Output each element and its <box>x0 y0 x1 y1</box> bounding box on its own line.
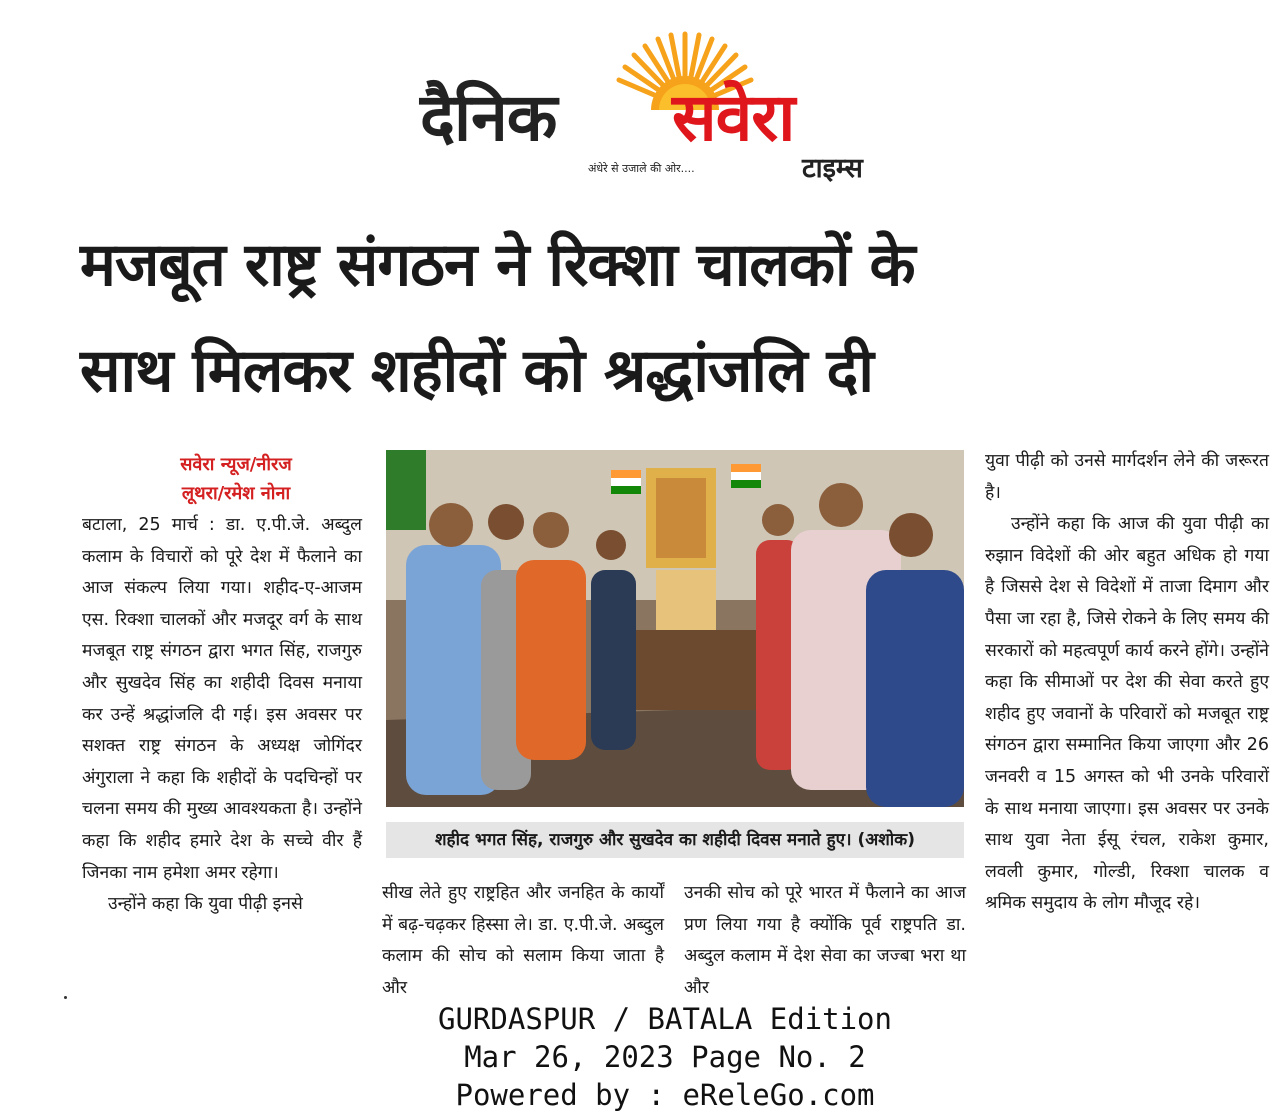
article-paragraph: उन्होंने कहा कि आज की युवा पीढ़ी का रुझान विदेशों की ओर बहुत अधिक हो गया है जिससे देश से विदेशों में ताजा दिमाग और पैसा जा रहा है, जिसे रोकने के लिए समय की सरकारों को महत्वपूर्ण कार्य करने होंगे। उन्होंने कहा कि सीमाओं पर देश की सेवा करते हुए शहीद हुए जवानों के परिवारों को मजबूत राष्ट्र संगठन द्वारा सम्मानित किया जाएगा और 26 जनवरी व 15 अगस्त को भी उनके परिवारों के साथ मनाया जाएगा। इस अवसर पर उनके साथ युवा नेता ईसू रंचल, राकेश कुमार, लवली कुमार, गोल्डी, रिक्शा चालक व श्रमिक समुदाय के लोग मौजूद रहे। <box>985 514 1269 914</box>
photo-caption: शहीद भगत सिंह, राजगुरु और सुखदेव का शहीदी दिवस मनाते हुए। (अशोक) <box>386 822 964 858</box>
article-column-2b <box>684 878 966 1004</box>
article-paragraph: सीख लेते हुए राष्ट्रहित और जनहित के कार्यों में बढ़-चढ़कर हिस्सा ले। डा. ए.पी.जे. अब्दुल कलाम की सोच को सलाम किया जाता है और <box>382 883 664 998</box>
footer-edition: GURDASPUR / BATALA Edition <box>438 1002 892 1036</box>
masthead-times: टाइम्स <box>802 153 863 184</box>
headline-line-2: साथ मिलकर शहीदों को श्रद्धांजलि दी <box>80 336 873 406</box>
masthead-tagline: अंधेरे से उजाले की ओर.... <box>588 162 695 175</box>
article-paragraph: उनकी सोच को पूरे भारत में फैलाने का आज प्रण लिया गया है क्योंकि पूर्व राष्ट्रपति डा. अब्दुल कलाम में देश सेवा का जज्बा भरा था और <box>684 883 966 998</box>
footer-date: Mar 26, 2023 Page No. 2 <box>464 1040 866 1074</box>
article-paragraph: उन्होंने कहा कि युवा पीढ़ी इनसे <box>108 894 303 915</box>
news-photo <box>386 450 964 807</box>
byline-line-1: सवेरा न्यूज/नीरज <box>180 454 292 475</box>
masthead-word-dainik: दैनिक <box>420 79 557 156</box>
byline-line-2: लूथरा/रमेश नोना <box>181 483 291 504</box>
byline <box>112 450 360 508</box>
stray-dot <box>64 996 67 999</box>
headline <box>80 212 1270 424</box>
headline-line-1: मजबूत राष्ट्र संगठन ने रिक्शा चालकों के <box>80 230 915 300</box>
masthead <box>410 30 910 190</box>
article-column-3 <box>985 446 1269 920</box>
article-column-1 <box>82 510 362 921</box>
masthead-word-savera: सवेरा <box>672 79 795 156</box>
article-paragraph: बटाला, 25 मार्च : डा. ए.पी.जे. अब्दुल कलाम के विचारों को पूरे देश में फैलाने का आज संकल्प लिया गया। शहीद-ए-आजम एस. रिक्शा चालकों और मजदूर वर्ग के साथ मजबूत राष्ट्र संगठन द्वारा भगत सिंह, राजगुरु और सुखदेव सिंह का शहीदी दिवस मनाया कर उन्हें श्रद्धांजलि दी गई। इस अवसर पर सशक्त राष्ट्र संगठन के अध्यक्ष जोगिंदर अंगुराला ने कहा कि शहीदों के पदचिन्हों पर चलना समय की मुख्य आवश्यकता है। उन्होंने कहा कि शहीद हमारे देश के सच्चे वीर हैं जिनका नाम हमेशा अमर रहेगा। <box>82 515 362 883</box>
article-paragraph: युवा पीढ़ी को उनसे मार्गदर्शन लेने की जरूरत है। <box>985 451 1269 503</box>
article-column-2a <box>382 878 664 1004</box>
footer-powered-by[interactable]: Powered by : eReleGo.com <box>455 1078 875 1112</box>
edition-footer <box>300 1000 1030 1114</box>
